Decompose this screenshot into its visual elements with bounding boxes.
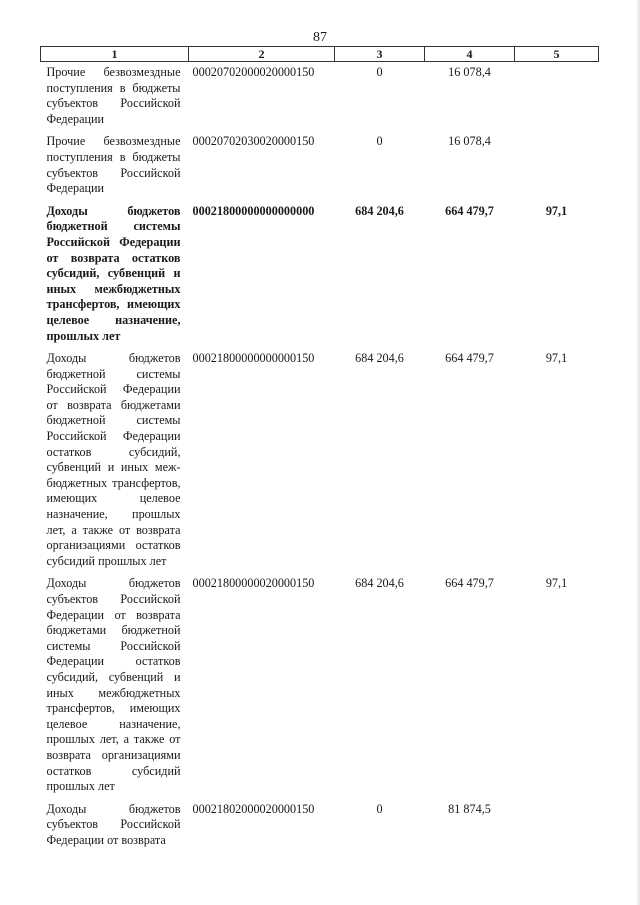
row-actual-cell: 16 078,4 bbox=[448, 134, 491, 149]
row-actual-cell: 16 078,4 bbox=[448, 65, 491, 79]
row-percent-cell bbox=[515, 62, 599, 132]
row-name-cell: Доходы бюджетов субъектов Российской Федерации от возврата bbox=[46, 801, 181, 847]
budget-revenue-table bbox=[40, 46, 599, 853]
row-name-cell: Прочие безвозмездные поступления в бюджеты субъектов Российской Федерации bbox=[46, 65, 181, 126]
row-plan-cell: 684 204,6 bbox=[355, 203, 404, 218]
row-actual-cell: 81 874,5 bbox=[448, 801, 491, 816]
column-header-5: 5 bbox=[515, 47, 599, 62]
table-row bbox=[41, 201, 599, 348]
column-header-4: 4 bbox=[425, 47, 515, 62]
row-name-cell: Доходы бюджетов бюджетной системы Российской Федерации от возврата бюджетами бюджетной системы Российской Федерации остатков субсидий, субвенций и иных межбюджетных трансфертов, имеющих целевое назначение, прошлых лет, а также от возврата организациями остатков субсидий прошлых лет bbox=[46, 351, 181, 568]
row-code-cell: 00021800000000000000 bbox=[192, 203, 315, 218]
row-percent-cell bbox=[515, 131, 599, 200]
column-header-2: 2 bbox=[189, 47, 335, 62]
row-actual-cell: 664 479,7 bbox=[445, 576, 494, 591]
table-row bbox=[41, 799, 599, 853]
table-row bbox=[41, 131, 599, 200]
row-plan-cell: 0 bbox=[376, 801, 383, 816]
row-actual-cell: 664 479,7 bbox=[445, 351, 494, 366]
row-code-cell: 00021802000020000150 bbox=[192, 801, 315, 816]
row-percent-cell: 97,1 bbox=[545, 203, 568, 218]
row-percent-cell: 97,1 bbox=[545, 576, 568, 591]
column-header-1: 1 bbox=[41, 47, 189, 62]
row-code-cell: 00021800000020000150 bbox=[192, 576, 315, 591]
scan-edge-shadow bbox=[636, 0, 640, 905]
row-plan-cell: 684 204,6 bbox=[355, 351, 404, 366]
page-number: 87 bbox=[313, 30, 327, 45]
row-plan-cell: 0 bbox=[376, 134, 383, 149]
row-name-cell: Доходы бюджетов бюджетной системы Российской Федерации от возврата остатков субсидий, субвенций и иных межбюджетных трансфертов, имеющих целевое назначение, прошлых лет bbox=[46, 203, 181, 343]
row-actual-cell: 664 479,7 bbox=[445, 203, 494, 218]
row-code-cell: 00020702000020000150 bbox=[192, 65, 315, 79]
table-row bbox=[41, 573, 599, 798]
row-plan-cell: 684 204,6 bbox=[355, 576, 404, 591]
row-percent-cell: 97,1 bbox=[545, 351, 568, 366]
row-code-cell: 00020702030020000150 bbox=[192, 134, 315, 149]
table-row bbox=[41, 62, 599, 132]
row-percent-cell bbox=[515, 799, 599, 853]
column-header-3: 3 bbox=[335, 47, 425, 62]
row-code-cell: 00021800000000000150 bbox=[192, 351, 315, 366]
row-plan-cell: 0 bbox=[376, 65, 383, 79]
row-name-cell: Доходы бюджетов субъектов Российской Федерации от возврата бюджетами бюджетной системы Российской Федерации остатков субсидий, субвенций и иных межбюджетных трансфертов, имеющих целевое назначение, прошлых лет, а также от возврата организациями остатков субсидий прошлых лет bbox=[46, 576, 181, 794]
table-row bbox=[41, 348, 599, 573]
row-name-cell: Прочие безвозмездные поступления в бюджеты субъектов Российской Федерации bbox=[46, 134, 181, 196]
table-header-row bbox=[41, 47, 599, 62]
